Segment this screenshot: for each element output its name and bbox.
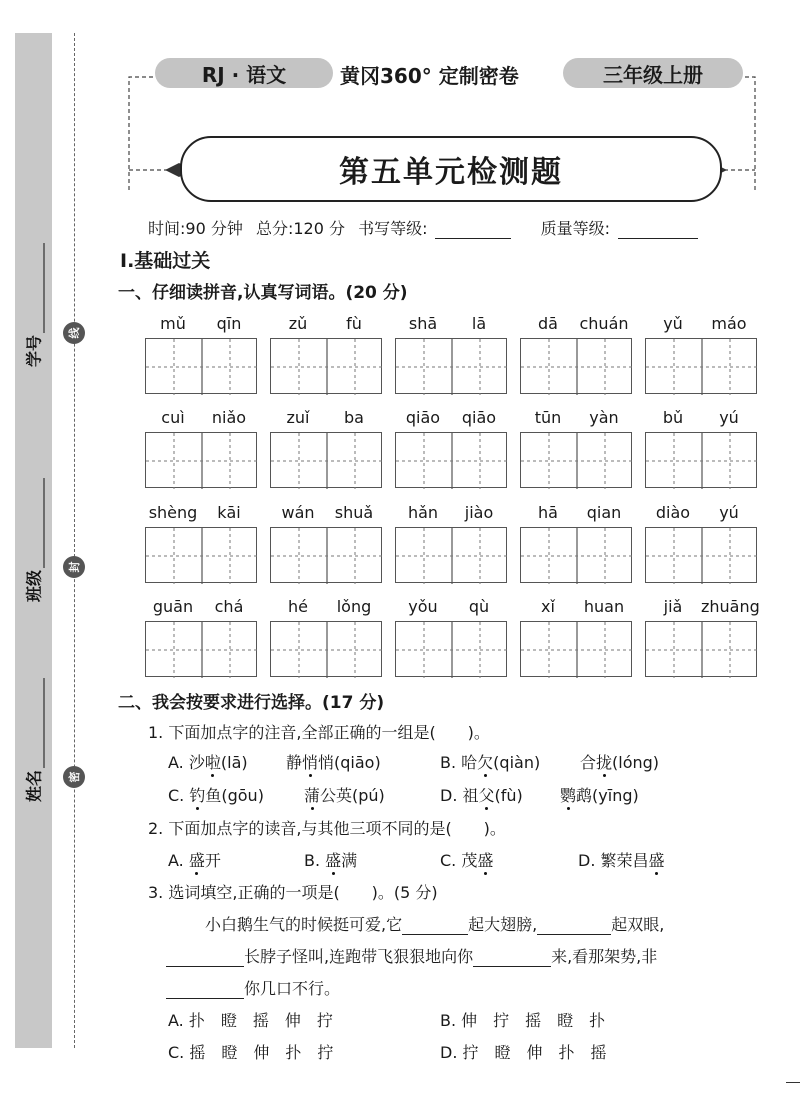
writing-boxes[interactable] bbox=[270, 621, 382, 677]
class-label: 班级 bbox=[22, 478, 45, 602]
pinyin-syllable: mǔ bbox=[160, 314, 186, 333]
class-blank[interactable] bbox=[30, 478, 45, 568]
writing-boxes[interactable] bbox=[395, 621, 507, 677]
writing-boxes[interactable] bbox=[645, 338, 757, 394]
q2-2-option-b[interactable]: B. 盛满 bbox=[304, 851, 358, 870]
name-blank[interactable] bbox=[30, 678, 45, 768]
name-label: 姓名 bbox=[22, 678, 45, 802]
pinyin-syllable: tūn bbox=[534, 408, 562, 427]
pinyin-syllable: diào bbox=[655, 503, 691, 522]
writing-boxes[interactable] bbox=[270, 338, 382, 394]
writing-boxes[interactable] bbox=[395, 527, 507, 583]
pinyin-syllable: qian bbox=[586, 503, 622, 522]
q2-1-option-a[interactable]: A. 沙啦(lā) bbox=[168, 753, 248, 772]
passage-blank-5[interactable] bbox=[166, 984, 244, 999]
pinyin-syllable: qiāo bbox=[461, 408, 497, 427]
q2-3-option-c[interactable]: C. 摇 瞪 伸 扑 拧 bbox=[168, 1043, 334, 1062]
total-score: 总分:120 分 bbox=[255, 219, 345, 238]
quality-grade-blank[interactable] bbox=[618, 224, 698, 239]
q2-3-passage-line3: 你几口不行。 bbox=[166, 976, 340, 999]
writing-boxes[interactable] bbox=[395, 338, 507, 394]
pinyin-syllable: dā bbox=[538, 314, 558, 333]
pinyin-syllable: zhuāng bbox=[701, 597, 760, 616]
passage-blank-3[interactable] bbox=[166, 952, 244, 967]
exam-info-row bbox=[148, 216, 706, 239]
pinyin-syllable: shā bbox=[408, 314, 438, 333]
pinyin-syllable: yàn bbox=[589, 408, 619, 427]
writing-boxes[interactable] bbox=[645, 432, 757, 488]
pinyin-syllable: huan bbox=[583, 597, 625, 616]
pinyin-syllable: yǔ bbox=[663, 314, 683, 333]
q2-3-passage-line2: 长脖子怪叫,连跑带飞狠狠地向你 来,看那架势,非 bbox=[166, 944, 657, 967]
pinyin-syllable: hé bbox=[288, 597, 308, 616]
passage-blank-1[interactable] bbox=[402, 920, 468, 935]
quality-grade-label: 质量等级: bbox=[540, 219, 610, 238]
q2-3-option-b[interactable]: B. 伸 拧 摇 瞪 扑 bbox=[440, 1011, 606, 1030]
writing-boxes[interactable] bbox=[520, 621, 632, 677]
pinyin-syllable: qù bbox=[468, 597, 490, 616]
pinyin-syllable: zuǐ bbox=[286, 408, 310, 427]
subject-pill: RJ · 语文 bbox=[155, 58, 333, 88]
writing-boxes[interactable] bbox=[520, 338, 632, 394]
pinyin-syllable: bǔ bbox=[662, 408, 684, 427]
writing-boxes[interactable] bbox=[520, 432, 632, 488]
writing-grade-label: 书写等级: bbox=[358, 219, 428, 238]
pinyin-syllable: yǒu bbox=[408, 597, 438, 616]
q2-2-option-d[interactable]: D. 繁荣昌盛 bbox=[578, 851, 665, 870]
pinyin-syllable: yú bbox=[719, 408, 739, 427]
writing-boxes[interactable] bbox=[270, 527, 382, 583]
q2-2-option-a[interactable]: A. 盛开 bbox=[168, 851, 221, 870]
page-edge-mark bbox=[786, 1082, 800, 1083]
cut-line bbox=[74, 33, 75, 1048]
student-id-blank[interactable] bbox=[30, 243, 45, 333]
q2-1-option-c-word2: 蒲公英(pú) bbox=[304, 786, 385, 805]
pinyin-syllable: shèng bbox=[148, 503, 198, 522]
time-limit: 时间:90 分钟 bbox=[148, 219, 243, 238]
pinyin-syllable: xǐ bbox=[541, 597, 555, 616]
writing-boxes[interactable] bbox=[520, 527, 632, 583]
pinyin-syllable: guān bbox=[152, 597, 194, 616]
student-id-label: 学号 bbox=[22, 243, 45, 367]
q2-3-option-d[interactable]: D. 拧 瞪 伸 扑 摇 bbox=[440, 1043, 607, 1062]
q2-1-option-d-word2: 鹦鹉(yīng) bbox=[560, 786, 639, 805]
q2-1-option-c[interactable]: C. 钓鱼(gōu) bbox=[168, 786, 264, 805]
seal-mi: 密 bbox=[63, 766, 85, 788]
pinyin-syllable: máo bbox=[711, 314, 747, 333]
q2-2-stem: 2. 下面加点字的读音,与其他三项不同的是( )。 bbox=[148, 819, 506, 838]
q1-title: 一、仔细读拼音,认真写词语。(20 分) bbox=[118, 283, 408, 303]
writing-boxes[interactable] bbox=[145, 432, 257, 488]
pinyin-syllable: cuì bbox=[161, 408, 185, 427]
pinyin-syllable: hǎn bbox=[407, 503, 439, 522]
q2-3-passage-line1: 小白鹅生气的时候挺可爱,它 起大翅膀, 起双眼, bbox=[205, 915, 665, 934]
q2-3-option-a[interactable]: A. 扑 瞪 摇 伸 拧 bbox=[168, 1011, 333, 1030]
q2-1-option-b-word2: 合拢(lóng) bbox=[580, 753, 660, 772]
writing-boxes[interactable] bbox=[145, 527, 257, 583]
pinyin-syllable: kāi bbox=[217, 503, 241, 522]
q2-2-option-c[interactable]: C. 茂盛 bbox=[440, 851, 494, 870]
pinyin-syllable: zǔ bbox=[288, 314, 308, 333]
pinyin-syllable: chá bbox=[214, 597, 244, 616]
grade-pill: 三年级上册 bbox=[563, 58, 743, 88]
q2-1-stem: 1. 下面加点字的注音,全部正确的一组是( )。 bbox=[148, 723, 490, 742]
exam-title: 第五单元检测题 bbox=[180, 136, 722, 202]
pinyin-syllable: niǎo bbox=[211, 408, 247, 427]
passage-blank-4[interactable] bbox=[473, 952, 551, 967]
pinyin-syllable: wán bbox=[281, 503, 315, 522]
section-basics-title: Ⅰ.基础过关 bbox=[120, 250, 211, 272]
pinyin-syllable: shuǎ bbox=[334, 503, 374, 522]
writing-boxes[interactable] bbox=[145, 621, 257, 677]
q2-3-stem: 3. 选词填空,正确的一项是( )。(5 分) bbox=[148, 883, 438, 902]
writing-boxes[interactable] bbox=[270, 432, 382, 488]
pinyin-syllable: qīn bbox=[216, 314, 242, 333]
q2-1-option-d[interactable]: D. 祖父(fù) bbox=[440, 786, 523, 805]
pinyin-syllable: chuán bbox=[579, 314, 629, 333]
pinyin-syllable: qiāo bbox=[405, 408, 441, 427]
pinyin-syllable: ba bbox=[344, 408, 364, 427]
pinyin-syllable: lǒng bbox=[336, 597, 372, 616]
pinyin-syllable: hā bbox=[538, 503, 558, 522]
passage-blank-2[interactable] bbox=[537, 920, 611, 935]
q2-1-option-b[interactable]: B. 哈欠(qiàn) bbox=[440, 753, 541, 772]
pinyin-syllable: jiào bbox=[464, 503, 494, 522]
q2-1-option-a-word2: 静悄悄(qiāo) bbox=[286, 753, 381, 772]
pinyin-syllable: fù bbox=[346, 314, 362, 333]
pinyin-syllable: jiǎ bbox=[663, 597, 683, 616]
pinyin-syllable: lā bbox=[471, 314, 487, 333]
writing-boxes[interactable] bbox=[395, 432, 507, 488]
writing-boxes[interactable] bbox=[145, 338, 257, 394]
seal-feng: 封 bbox=[63, 556, 85, 578]
q2-title: 二、我会按要求进行选择。(17 分) bbox=[118, 693, 385, 713]
writing-grade-blank[interactable] bbox=[435, 224, 511, 239]
seal-xian: 线 bbox=[63, 322, 85, 344]
writing-boxes[interactable] bbox=[645, 527, 757, 583]
series-title: 黄冈360° 定制密卷 bbox=[340, 64, 519, 88]
pinyin-syllable: yú bbox=[719, 503, 739, 522]
writing-boxes[interactable] bbox=[645, 621, 757, 677]
